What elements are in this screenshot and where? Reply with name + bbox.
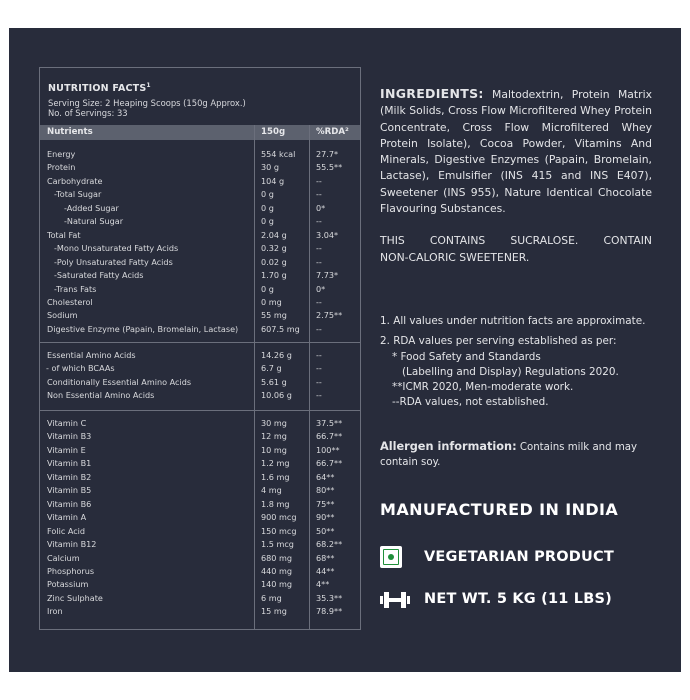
- serving-size: Serving Size: 2 Heaping Scoops (150g Approx.): [48, 98, 246, 108]
- nutrition-facts-table: [39, 67, 361, 630]
- nutrient-name: Cholesterol: [47, 296, 93, 307]
- table-row: [40, 471, 360, 484]
- nutrient-rda: 68.2**: [316, 539, 343, 550]
- table-row: [40, 269, 360, 282]
- nutrient-rda: 2.75**: [316, 310, 343, 321]
- nutrient-rda: 44**: [316, 565, 335, 576]
- nutrient-rda: --: [316, 243, 322, 254]
- nutrient-rda: 90**: [316, 512, 335, 523]
- allergen-label: Allergen information:: [380, 440, 517, 453]
- nutrient-rda: 3.04*: [316, 229, 339, 240]
- nutrient-rda: 100**: [316, 444, 340, 455]
- servings-count: No. of Servings: 33: [48, 108, 128, 118]
- group-divider: [40, 342, 360, 343]
- table-row: [40, 202, 360, 215]
- table-row: [40, 430, 360, 443]
- nutrient-name: Vitamin B6: [47, 498, 92, 509]
- table-row: [40, 511, 360, 524]
- nutrient-rda: 37.5**: [316, 418, 343, 428]
- sucralose-notice-line2: NON-CALORIC SWEETENER.: [380, 250, 530, 264]
- nutrient-name: Folic Acid: [47, 525, 86, 536]
- nutrient-rda: --: [316, 323, 322, 334]
- nutrient-rda: --: [316, 256, 322, 267]
- table-row: [40, 457, 360, 470]
- nutrient-rda: 75**: [316, 498, 335, 509]
- nutrient-name: -Poly Unsaturated Fatty Acids: [54, 256, 173, 267]
- nutrient-name: -Added Sugar: [64, 202, 119, 213]
- table-row: [40, 161, 360, 174]
- nutrient-amount: 0.02 g: [261, 256, 287, 267]
- nutrient-amount: 2.04 g: [261, 229, 287, 240]
- nutrient-amount: 680 mg: [261, 552, 293, 563]
- nutrient-rda: 64**: [316, 471, 335, 482]
- table-row: [40, 242, 360, 255]
- nutrient-amount: 0 g: [261, 216, 274, 227]
- group-divider: [40, 410, 360, 411]
- table-row: [40, 538, 360, 551]
- nutrient-rda: 50**: [316, 525, 335, 536]
- nutrient-name: Calcium: [47, 552, 80, 563]
- nutrient-rda: 27.7*: [316, 149, 339, 159]
- nutrient-name: Vitamin B3: [47, 431, 92, 442]
- table-row: [40, 296, 360, 309]
- footnote-2a: * Food Safety and Standards: [392, 350, 541, 363]
- nutrient-rda: --: [316, 216, 322, 227]
- nutrient-name: Essential Amino Acids: [47, 350, 136, 360]
- table-row: [40, 349, 360, 362]
- nutrient-name: Iron: [47, 606, 63, 617]
- nutrient-rda: 55.5**: [316, 162, 343, 173]
- nutrient-rda: --: [316, 363, 322, 374]
- header-amount: 150g: [261, 127, 286, 137]
- header-nutrients: Nutrients: [47, 127, 93, 137]
- nutrient-amount: 1.70 g: [261, 270, 287, 281]
- nutrient-amount: 1.2 mg: [261, 458, 290, 469]
- footnotes: [380, 314, 670, 411]
- table-row: [40, 229, 360, 242]
- nutrient-amount: 0 g: [261, 202, 274, 213]
- nutrient-amount: 900 mcg: [261, 512, 297, 523]
- nutrient-amount: 14.26 g: [261, 350, 292, 360]
- table-row: [40, 444, 360, 457]
- table-row: [40, 323, 360, 336]
- table-row: [40, 565, 360, 578]
- nutrient-name: Sodium: [47, 310, 78, 321]
- nutrient-name: Potassium: [47, 579, 89, 590]
- nutrient-amount: 12 mg: [261, 431, 287, 442]
- table-row: [40, 376, 360, 389]
- footnote-2d: --RDA values, not established.: [392, 396, 549, 409]
- nutrient-amount: 10.06 g: [261, 390, 292, 401]
- nutrient-amount: 5.61 g: [261, 376, 287, 387]
- nutrient-name: Zinc Sulphate: [47, 592, 103, 603]
- nutrient-name: -Natural Sugar: [64, 216, 124, 227]
- table-row: [40, 525, 360, 538]
- footnote-2: 2. RDA values per serving established as per:: [380, 335, 617, 348]
- ingredients-text: INGREDIENTS: Maltodextrin, Protein Matrix (Milk Solids, Cross Flow Microfiltered Whey Protein Concentrate, Cross Flow Microfiltered Whey Protein Isolate), Cocoa Powder, Vitamins And Minerals, Digestive Enzymes (Papain, Bromelain, Lactase), Emulsifier (INS 415 and INS E407), Sweetener (INS 955), Nature Identical Chocolate Flavouring Substances.: [380, 86, 652, 216]
- nutrient-name: Vitamin B1: [47, 458, 92, 469]
- nutrient-amount: 1.8 mg: [261, 498, 290, 509]
- nutrient-amount: 0.32 g: [261, 243, 287, 254]
- nutrient-amount: 150 mcg: [261, 525, 297, 536]
- table-row: [40, 175, 360, 188]
- nutrient-name: Vitamin A: [47, 512, 87, 523]
- nutrient-amount: 30 g: [261, 162, 280, 173]
- table-row: [40, 498, 360, 511]
- header-rda: %RDA²: [316, 127, 349, 137]
- nutrient-amount: 554 kcal: [261, 149, 296, 159]
- table-row: [40, 148, 360, 161]
- allergen-information: [380, 439, 670, 470]
- dumbbell-icon: [380, 592, 410, 608]
- nutrient-rda: 4**: [316, 579, 330, 590]
- net-weight-label: NET WT. 5 KG (11 LBS): [424, 591, 612, 607]
- nutrient-name: Vitamin B2: [47, 471, 92, 482]
- nutrient-rda: 35.3**: [316, 592, 343, 603]
- table-row: [40, 552, 360, 565]
- table-header: [40, 125, 360, 140]
- nutrient-rda: --: [316, 189, 322, 200]
- nutrient-amount: 104 g: [261, 175, 285, 186]
- nutrient-amount: 140 mg: [261, 579, 293, 590]
- nutrient-amount: 6.7 g: [261, 363, 282, 374]
- table-row: [40, 362, 360, 375]
- sucralose-notice-line1: THIS CONTAINS SUCRALOSE. CONTAIN: [380, 234, 652, 248]
- nutrient-name: -Saturated Fatty Acids: [54, 270, 144, 281]
- nutrient-amount: 15 mg: [261, 606, 287, 617]
- nutrient-name: Non Essential Amino Acids: [47, 390, 155, 401]
- origin-statement: MANUFACTURED IN INDIA: [380, 500, 619, 519]
- nutrient-amount: 440 mg: [261, 565, 293, 576]
- table-row: [40, 605, 360, 618]
- table-row: [40, 592, 360, 605]
- nutrient-name: Vitamin C: [47, 418, 87, 428]
- table-row: [40, 188, 360, 201]
- table-row: [40, 283, 360, 296]
- table-row: [40, 215, 360, 228]
- nutrient-amount: 30 mg: [261, 418, 287, 428]
- nutrient-name: Vitamin B12: [47, 539, 97, 550]
- table-row: [40, 256, 360, 269]
- nutrient-rda: --: [316, 376, 322, 387]
- footnote-2b: (Labelling and Display) Regulations 2020.: [402, 365, 619, 378]
- nutrient-name: Phosphorus: [47, 565, 95, 576]
- nutrient-amount: 6 mg: [261, 592, 282, 603]
- vegetarian-label: VEGETARIAN PRODUCT: [424, 549, 614, 565]
- nutrient-amount: 607.5 mg: [261, 323, 300, 334]
- nutrient-rda: --: [316, 390, 322, 401]
- nutrient-amount: 0 mg: [261, 296, 282, 307]
- nutrient-rda: 7.73*: [316, 270, 339, 281]
- nutrient-rda: 0*: [316, 283, 326, 294]
- nutrient-amount: 0 g: [261, 189, 274, 200]
- nutrient-rda: 78.9**: [316, 606, 343, 617]
- nutrient-name: - of which BCAAs: [46, 363, 115, 374]
- nutrient-rda: 0*: [316, 202, 326, 213]
- nutrient-name: Total Fat: [47, 229, 81, 240]
- footnote-1: 1. All values under nutrition facts are approximate.: [380, 315, 646, 327]
- nutrient-amount: 1.5 mcg: [261, 539, 294, 550]
- table-row: [40, 309, 360, 322]
- nutrient-rda: --: [316, 350, 322, 360]
- nutrient-name: Protein: [47, 162, 76, 173]
- nutrient-amount: 0 g: [261, 283, 274, 294]
- table-row: [40, 484, 360, 497]
- nutrient-name: Conditionally Essential Amino Acids: [47, 376, 192, 387]
- nutrient-name: -Trans Fats: [54, 283, 97, 294]
- ingredients-block: [380, 86, 652, 266]
- table-row: [40, 417, 360, 430]
- allergen-text: Contains milk and may contain soy.: [380, 442, 638, 468]
- nutrient-name: Digestive Enzyme (Papain, Bromelain, Lactase): [47, 323, 239, 334]
- nutrient-amount: 55 mg: [261, 310, 287, 321]
- nutrient-name: Energy: [47, 149, 76, 159]
- nutrient-amount: 4 mg: [261, 485, 282, 496]
- nutrient-rda: 68**: [316, 552, 335, 563]
- nutrient-name: Vitamin B5: [47, 485, 92, 496]
- nutrient-name: -Mono Unsaturated Fatty Acids: [54, 243, 179, 254]
- table-row: [40, 578, 360, 591]
- nutrient-name: Vitamin E: [47, 444, 86, 455]
- nutrient-rda: 66.7**: [316, 431, 343, 442]
- nutrient-name: Carbohydrate: [47, 175, 103, 186]
- footnote-2c: **ICMR 2020, Men-moderate work.: [392, 381, 574, 394]
- nutrient-rda: 66.7**: [316, 458, 343, 469]
- nutrient-rda: 80**: [316, 485, 335, 496]
- nutrient-name: -Total Sugar: [54, 189, 102, 200]
- nutrient-amount: 1.6 mg: [261, 471, 290, 482]
- nutrition-title: NUTRITION FACTS$^1$: [48, 82, 151, 95]
- table-row: [40, 389, 360, 402]
- nutrient-amount: 10 mg: [261, 444, 287, 455]
- vegetarian-mark-icon: [380, 546, 402, 568]
- nutrient-rda: --: [316, 296, 322, 307]
- nutrient-rda: --: [316, 175, 322, 186]
